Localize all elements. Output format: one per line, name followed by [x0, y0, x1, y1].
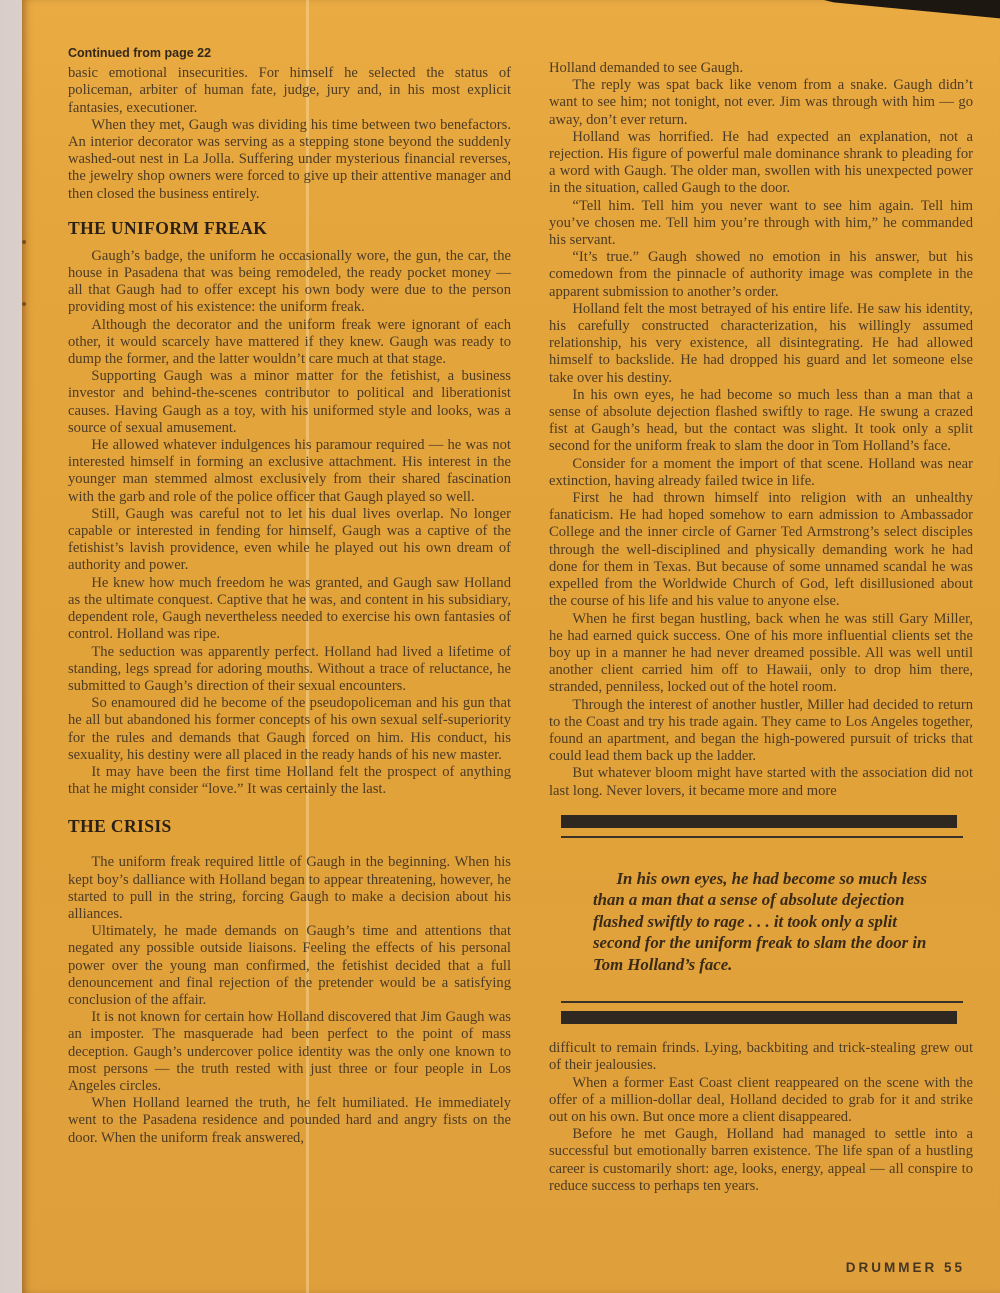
paragraph: It may have been the first time Holland felt the prospect of anything that he might consider “love.” It was certainly the last. — [68, 763, 511, 798]
pull-quote-text: In his own eyes, he had become so much less than a man that a sense of absolute dejection flashed swiftly to rage . . . it took only a split second for the uniform freak to slam the door in Tom Holland’s face. — [593, 868, 927, 974]
paragraph: First he had thrown himself into religion with an unhealthy fanaticism. He had hoped somehow to earn admission to Ambassador College and the inner circle of Garner Ted Armstrong’s select disciples through the well-disciplined and physically demanding work he had done for them in Texas. But because of some unnamed scandal he was expelled from the Worldwide Church of God, left disillusioned about the course of his life and his value to anyone else. — [549, 490, 973, 610]
paragraph: Through the interest of another hustler, Miller had decided to return to the Coast and try his trade again. They came to Los Angeles together, found an apartment, and began the high-powered pursuit of tricks that could lead them back up the ladder. — [549, 696, 973, 765]
paragraph: Gaugh’s badge, the uniform he occasionally wore, the gun, the car, the house in Pasadena that was being remodeled, the ready pocket money — all that Gaugh had to offer except his own body were due to the person providing most of his existence: the uniform freak. — [68, 247, 511, 316]
section-heading-crisis: THE CRISIS — [68, 816, 172, 837]
paragraph: Holland demanded to see Gaugh. — [549, 60, 744, 76]
paragraph: So enamoured did he become of the pseudopoliceman and his gun that he all but abandoned his former concepts of his own sexual self-superiority for the rules and demands that Gaugh forced on him. His conduct, his sexuality, his destiny were all placed in the ready hands of his new master. — [68, 695, 511, 763]
paper-speck — [22, 240, 26, 244]
paragraph: Ultimately, he made demands on Gaugh’s time and attentions that negated any possible outside liaisons. Feeling the effects of his personal power over the young man confirmed, the fetishist decided that a full denouncement and final rejection of the pretender would be a satisfying conclusion of the affair. — [68, 923, 511, 1008]
divider-rule-top — [561, 836, 963, 838]
paragraph: The reply was spat back like venom from a snake. Gaugh didn’t want to see him; not tonight, not ever. Jim was through with him — go away, don’t ever return. — [549, 77, 973, 128]
paragraph: The seduction was apparently perfect. Holland had lived a lifetime of standing, legs spread for adoring mouths. Without a trace of reluctance, he submitted to Gaugh’s direction of their sexual encounters. — [68, 643, 511, 694]
paragraph: He allowed whatever indulgences his paramour required — he was not interested himself in forming an exclusive attachment. His interest in the younger man stemmed almost exclusively from their shared fascination with the garb and role of the police officer that Gaugh played so well. — [68, 437, 511, 505]
paragraph: It is not known for certain how Holland discovered that Jim Gaugh was an imposter. The masquerade had been perfect to the point of mass deception. Gaugh’s undercover police identity was the only one known to most persons — the truth rested with just three or four people in Los Angeles circles. — [68, 1009, 511, 1094]
paragraph: The uniform freak required little of Gaugh in the beginning. When his kept boy’s dalliance with Holland began to appear threatening, however, he started to pull in the string, forcing Gaugh to make a decision about his alliances. — [68, 854, 511, 922]
paragraph: Although the decorator and the uniform freak were ignorant of each other, it would scarcely have mattered if they knew. Gaugh was ready to dump the former, and the latter wouldn’t care much at that stage. — [68, 316, 511, 368]
intro-paragraphs — [68, 65, 511, 203]
paragraph: “Tell him. Tell him you never want to see him again. Tell him you’ve chosen me. Tell him you’re through with him,” he commanded his servant. — [549, 197, 973, 249]
paragraph: When they met, Gaugh was dividing his time between two benefactors. An interior decorator was serving as a stepping stone beyond the suddenly washed-out nest in La Jolla. Suffering under mysterious financial reverses, the jewelry shop owners were forced to give up their attentive manager and then closed the business entirely. — [68, 116, 511, 202]
divider-bar-bottom — [561, 1011, 957, 1024]
paper-speck — [22, 302, 26, 306]
paragraph: In his own eyes, he had become so much less than a man that a sense of absolute dejection flashed swiftly to rage. He swung a crazed fist at Gaugh’s head, but the contact was slight. It took only a split second for the uniform freak to slam the door in Tom Holland’s face. — [549, 386, 973, 455]
paragraph: “It’s true.” Gaugh showed no emotion in his answer, but his comedown from the pinnacle of authority image was complete in the apparent submission to another’s order. — [549, 249, 973, 300]
crisis-paragraphs — [68, 854, 511, 1146]
right-bottom-paragraphs — [549, 1040, 973, 1195]
right-top-paragraphs — [549, 60, 973, 800]
paragraph: Still, Gaugh was careful not to let his dual lives overlap. No longer capable or interested in fending for himself, Gaugh was a captive of the fetishist’s lavish providence, even while he played out his own dream of authority and power. — [68, 505, 511, 574]
paragraph: He knew how much freedom he was granted, and Gaugh saw Holland as the ultimate conquest. Captive that he was, and content in his subsidiary, dependent role, Gaugh nevertheless needed to exercise his own fantasies of control. Holland was ripe. — [68, 574, 511, 643]
paragraph: basic emotional insecurities. For himself he selected the status of policeman, arbiter of human fate, judge, jury and, in his most explicit fantasies, executioner. — [68, 65, 511, 116]
left-column — [68, 45, 511, 1147]
section-heading-uniform-freak: THE UNIFORM FREAK — [68, 217, 268, 238]
paragraph: Supporting Gaugh was a minor matter for the fetishist, a business investor and behind-the-scenes contributor to political and liberationist causes. Having Gaugh as a toy, with his uniformed style and looks, was a source of sexual amusement. — [68, 368, 511, 436]
pull-quote-block — [549, 815, 973, 1025]
paragraph: When a former East Coast client reappeared on the scene with the offer of a million-dollar deal, Holland decided to grab for it and strike out on his own. But once more a client disappeared. — [549, 1074, 973, 1126]
scan-corner-shadow — [22, 0, 1000, 20]
paragraph: Consider for a moment the import of that scene. Holland was near extinction, having already failed twice in life. — [549, 455, 973, 489]
paragraph: When Holland learned the truth, he felt humiliated. He immediately went to the Pasadena residence and pounded hard and angry fists on the door. When the uniform freak answered, — [68, 1095, 511, 1146]
right-column — [549, 60, 973, 1195]
paragraph: When he first began hustling, back when he was still Gary Miller, he had earned quick success. One of his more influential clients set the boy up in a manner he had never dreamed possible. All was well until another client carried him off to Hawaii, only to drop him there, stranded, penniless, locked out of the hotel room. — [549, 610, 973, 696]
paragraph: Holland felt the most betrayed of his entire life. He saw his identity, his carefully constructed characterization, his willingly assumed relationship, his very existence, all disintegrating. He had allowed himself to backslide. He had dropped his guard and let someone else take over his destiny. — [549, 300, 973, 386]
uniform-freak-paragraphs — [68, 248, 511, 799]
divider-bar-top — [561, 815, 957, 828]
paragraph: But whatever bloom might have started with the association did not last long. Never lovers, it became more and more — [549, 765, 973, 799]
continued-from-label: Continued from page 22 — [68, 46, 212, 60]
paragraph: difficult to remain frinds. Lying, backbiting and trick-stealing grew out of their jealousies. — [549, 1040, 973, 1074]
paragraph: Holland was horrified. He had expected an explanation, not a rejection. His figure of powerful male dominance shrank to pleading for a word with Gaugh. The older man, swollen with his unexpected power in the situation, called Gaugh to the door. — [549, 128, 973, 197]
divider-rule-bottom — [561, 1001, 963, 1003]
paragraph: Before he met Gaugh, Holland had managed to settle into a successful but emotionally barren existence. The life span of a hustling career is customarily short: age, looks, energy, appeal — all conspire to reduce success to perhaps ten years. — [549, 1126, 973, 1194]
page-footer-folio: DRUMMER 55 — [845, 1260, 965, 1275]
